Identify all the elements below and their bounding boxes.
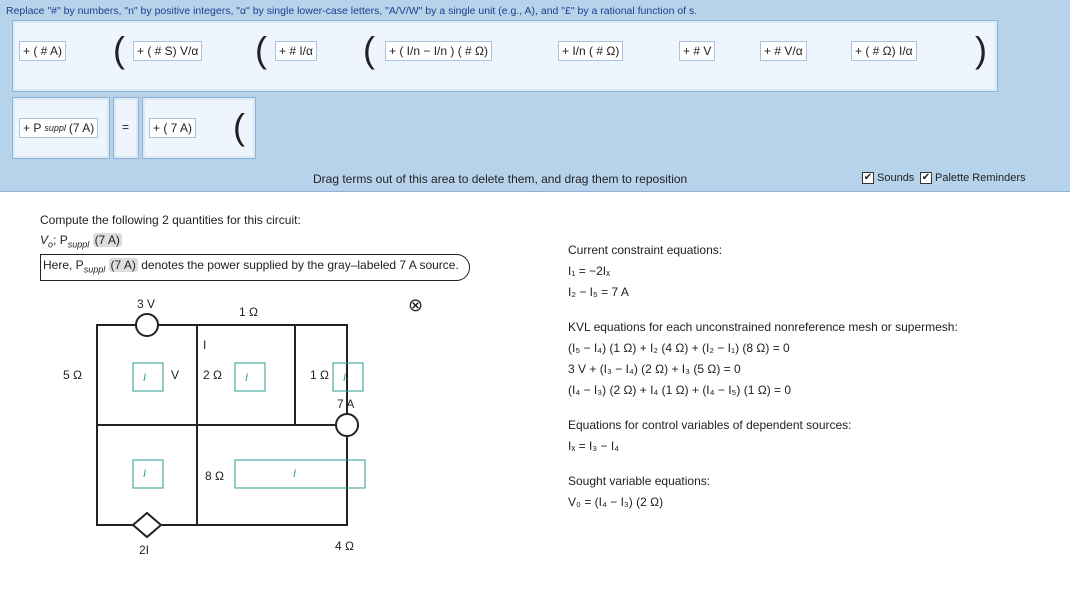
term-source-current[interactable]: + ( 7 A) bbox=[149, 118, 196, 138]
mesh-i2-label: I bbox=[293, 468, 297, 480]
open-paren-icon: ( bbox=[233, 106, 245, 147]
lhs-tail: (7 A) bbox=[68, 121, 95, 135]
checkbox-check-icon: ✔ bbox=[921, 172, 931, 183]
term-power-supplied[interactable] bbox=[19, 118, 98, 138]
gray-label: (7 A) bbox=[94, 233, 120, 247]
term-current[interactable]: + ( # A) bbox=[19, 41, 66, 61]
gray-label: (7 A) bbox=[110, 258, 136, 273]
vo-label: V bbox=[171, 368, 180, 382]
close-circle-icon[interactable]: ⊗ bbox=[408, 295, 424, 315]
drag-hint: Drag terms out of this area to delete them, and drag them to reposition bbox=[313, 172, 688, 186]
heading-control-variables: Equations for control variables of dependent sources: bbox=[568, 418, 852, 432]
equation-k1: (I₅ − I₄) (1 Ω) + I₂ (4 Ω) + (I₂ − I₁) (8 Ω) = 0 bbox=[568, 341, 790, 355]
mesh-i3-label: I bbox=[143, 372, 147, 384]
voltage-source-icon bbox=[136, 314, 158, 336]
equation-c2: I₂ − I₅ = 7 A bbox=[568, 285, 629, 299]
term-scaled-voltage[interactable]: + # V/α bbox=[760, 41, 807, 61]
term-current-difference[interactable]: + ( I/n − I/n ) ( # Ω) bbox=[385, 41, 492, 61]
open-paren-icon: ( bbox=[113, 29, 125, 70]
mesh-i2-box bbox=[235, 460, 365, 488]
r-left-label: 5 Ω bbox=[63, 368, 82, 382]
problem-intro: Compute the following 2 quantities for this circuit: bbox=[40, 213, 301, 227]
sounds-checkbox[interactable] bbox=[862, 172, 914, 184]
mesh-i1-label: I bbox=[143, 468, 147, 480]
reminders-label: Palette Reminders bbox=[935, 172, 1026, 184]
open-paren-icon: ( bbox=[363, 29, 375, 70]
palette-reminders-checkbox[interactable] bbox=[920, 172, 1026, 184]
lhs-box bbox=[12, 97, 110, 159]
mesh-i4-box bbox=[235, 363, 265, 391]
lhs-subscript: suppl bbox=[44, 123, 66, 133]
term-conductance-voltage[interactable]: + ( # S) V/α bbox=[133, 41, 202, 61]
rhs-box bbox=[142, 97, 256, 159]
equation-s1: V₀ = (I₄ − I₃) (2 Ω) bbox=[568, 495, 664, 509]
problem-statement bbox=[40, 210, 470, 281]
quantity-vo-sub: o bbox=[48, 239, 54, 250]
expression-row-1 bbox=[12, 20, 998, 92]
mesh-i5-label: I bbox=[343, 372, 347, 384]
mesh-i3-box bbox=[133, 363, 163, 391]
quantity-p-sub: suppl bbox=[67, 239, 90, 250]
mesh-i1-box bbox=[133, 460, 163, 488]
current-source-icon bbox=[336, 414, 358, 436]
term-current-resistance[interactable]: + I/n ( # Ω) bbox=[558, 41, 623, 61]
term-palette bbox=[0, 0, 1070, 192]
r-center-label: 8 Ω bbox=[205, 469, 224, 483]
i-source-label: 7 A bbox=[337, 397, 355, 411]
mesh-i4-label: I bbox=[245, 372, 249, 384]
note-line bbox=[40, 254, 470, 280]
equations-panel bbox=[568, 240, 958, 513]
quantity-sep: ; P bbox=[53, 233, 68, 247]
note-pre: Here, P bbox=[43, 258, 84, 273]
note-post: denotes the power supplied by the gray–labeled 7 A source. bbox=[141, 258, 459, 273]
dep-source-label: 2I bbox=[139, 543, 150, 557]
heading-sought-variables: Sought variable equations: bbox=[568, 474, 711, 488]
equation-k3: (I₄ − I₃) (2 Ω) + I₄ (1 Ω) + (I₄ − I₅) (1 Ω) = 0 bbox=[568, 383, 792, 397]
term-voltage[interactable]: + # V bbox=[679, 41, 715, 61]
equals-box bbox=[113, 97, 139, 159]
heading-current-constraints: Current constraint equations: bbox=[568, 243, 723, 257]
lhs-label: + P bbox=[23, 121, 42, 135]
equation-d1: Iₓ = I₃ − I₄ bbox=[568, 439, 620, 453]
instructions: Replace "#" by numbers, "n" by positive integers, "α" by single lower-case letters, "A/V/W" by a single unit (e.g., A), and "£" by a rational function of s. bbox=[6, 5, 698, 17]
open-paren-icon: ( bbox=[255, 29, 267, 70]
equation-k2: 3 V + (I₃ − I₄) (2 Ω) + I₃ (5 Ω) = 0 bbox=[568, 362, 741, 376]
close-paren-icon: ) bbox=[975, 29, 987, 70]
dependent-source-icon bbox=[133, 513, 161, 537]
equation-c1: I₁ = −2Iₓ bbox=[568, 264, 611, 278]
equals-sign: = bbox=[122, 120, 130, 134]
checkbox-check-icon: ✔ bbox=[863, 172, 873, 183]
ix-label: I bbox=[203, 338, 207, 352]
v-source-label: 3 V bbox=[137, 297, 156, 311]
sounds-label: Sounds bbox=[877, 172, 915, 184]
quantities-line bbox=[40, 230, 470, 254]
r-mid-label: 2 Ω bbox=[203, 368, 222, 382]
note-sub: suppl bbox=[83, 264, 106, 275]
quantity-vo: V bbox=[40, 233, 49, 247]
r-right-label: 1 Ω bbox=[310, 368, 329, 382]
r-bottom-label: 4 Ω bbox=[335, 539, 354, 553]
circuit-diagram bbox=[55, 295, 395, 565]
heading-kvl: KVL equations for each unconstrained nonreference mesh or supermesh: bbox=[568, 320, 958, 334]
term-scaled-current[interactable]: + # I/α bbox=[275, 41, 317, 61]
term-resistance-current[interactable]: + ( # Ω) I/α bbox=[851, 41, 917, 61]
r-top-label: 1 Ω bbox=[239, 305, 258, 319]
